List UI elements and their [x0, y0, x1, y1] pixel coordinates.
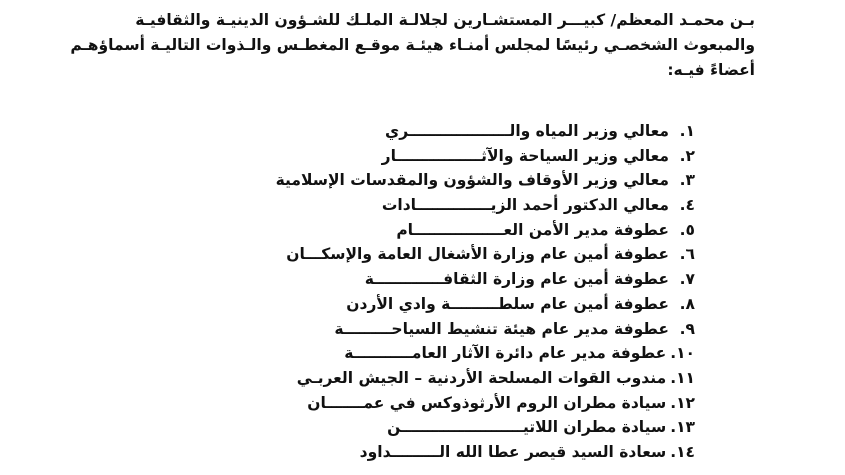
list-item-text: معالي وزير الأوقاف والشؤون والمقدسات الإسلامية: [275, 171, 669, 190]
list-item-number: ٧.: [679, 270, 695, 289]
list-item-text: سعادة السيد قيصر عطا الله الـــــــــداود: [359, 442, 667, 461]
list-item: [276, 418, 695, 443]
list-item-text: سيادة مطران الروم الأرثوذوكس في عمـــــــان: [307, 393, 667, 412]
members-list: [276, 122, 695, 468]
list-item-text: عطوفة أمين عام سلطـــــــــة وادي الأردن: [346, 294, 669, 313]
list-item-text: عطوفة مدير عام هيئة تنشيط السياحـــــــــة: [334, 319, 669, 338]
intro-line-1: بـن محمـد المعظم/ كبيـــر المستشـارين لجلالـة الملـك للشـؤون الدينيـة والثقافيـة: [135, 11, 755, 29]
list-item-number: ١١.: [670, 368, 695, 387]
list-item-number: ١٤.: [670, 442, 695, 461]
list-item-number: ٢.: [679, 146, 695, 165]
list-item-text: معالي وزير المياه والـــــــــــــــــــري: [385, 122, 669, 140]
list-item: [276, 270, 695, 295]
list-item: [276, 147, 695, 172]
list-item-number: ٣.: [679, 171, 695, 190]
list-item-number: ٥.: [679, 220, 695, 239]
list-item-text: عطوفة مدير عام دائرة الآثار العامـــــــــــة: [344, 344, 667, 363]
list-item: [276, 122, 695, 147]
list-item: [276, 320, 695, 345]
list-item-text: معالي الدكتور أحمد الزيــــــــــــــادات: [381, 196, 669, 215]
list-item: [276, 394, 695, 419]
list-item-number: ١٠.: [670, 344, 695, 363]
list-item: [276, 245, 695, 270]
list-item: [276, 171, 695, 196]
list-item-text: عطوفة مدير الأمن العـــــــــــــــــام: [396, 220, 669, 239]
list-item: [276, 295, 695, 320]
list-item-number: ٩.: [679, 319, 695, 338]
list-item: [276, 443, 695, 468]
list-item-number: ١٣.: [670, 418, 695, 437]
intro-line-2: والمبعوث الشخصـي رئيسًا لمجلس أمنـاء هيئـة موقـع المغطـس والـذوات التاليـة أسماؤهـم: [70, 36, 755, 54]
list-item-text: مندوب القوات المسلحة الأردنية – الجيش العربـي: [296, 368, 667, 387]
list-item-text: عطوفة أمين عام وزارة الأشغال العامة والإسكـــان: [286, 245, 669, 264]
list-item: [276, 369, 695, 394]
list-item-number: ١.: [679, 122, 695, 140]
list-item: [276, 344, 695, 369]
list-item: [276, 221, 695, 246]
list-item-number: ٦.: [679, 245, 695, 264]
list-item-number: ٨.: [679, 294, 695, 313]
list-item-number: ٤.: [679, 196, 695, 215]
intro-line-3: أعضاءً فيـه:: [667, 61, 755, 79]
list-item-text: معالي وزير السياحة والآثــــــــــــــــار: [381, 146, 669, 165]
list-item-number: ١٢.: [670, 393, 695, 412]
list-item-text: عطوفة أمين عام وزارة الثقافـــــــــــــة: [364, 270, 669, 289]
list-item-text: سيادة مطران اللاتيـــــــــــــــــــــــن: [387, 418, 667, 437]
list-item: [276, 196, 695, 221]
